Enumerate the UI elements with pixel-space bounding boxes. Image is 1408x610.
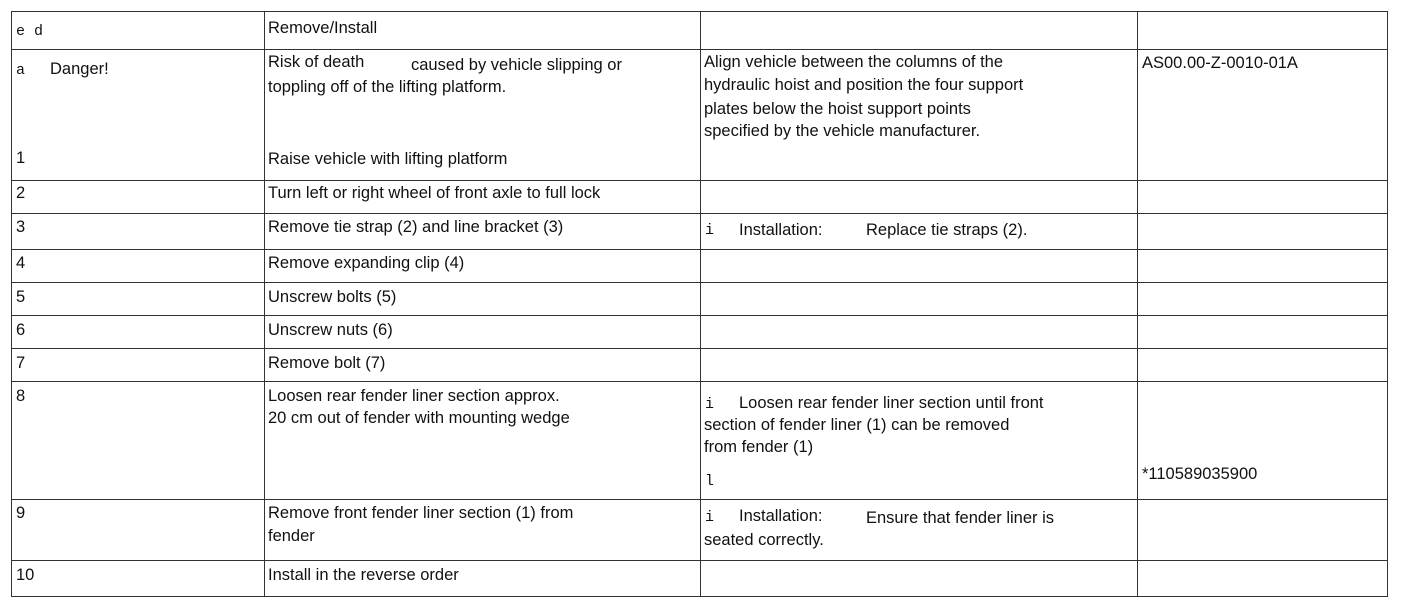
tool-marker: l xyxy=(705,473,715,490)
tool-reference: *110589035900 xyxy=(1142,465,1258,483)
step-text: Turn left or right wheel of front axle to full lock xyxy=(268,184,601,202)
document-reference: AS00.00-Z-0010-01A xyxy=(1142,54,1298,72)
table-header-row xyxy=(11,11,1388,49)
header-cell-1: e d xyxy=(12,12,265,49)
step-text: Remove tie strap (2) and line bracket (3) xyxy=(268,218,564,236)
step-number: 8 xyxy=(16,387,26,405)
table-row: 8 Loosen rear fender liner section approx. 20 cm out of fender with mounting wedge i Loosen rear fender liner section until front section of fender liner (1) can be removed from fender (1) l *110589035900 xyxy=(11,381,1388,499)
step-number: 2 xyxy=(16,184,26,202)
installation-note: i Installation: Ensure that fender liner is seated correctly. xyxy=(701,500,1138,560)
step-text: Remove front fender liner section (1) from xyxy=(268,504,574,522)
danger-ref-cell xyxy=(1138,50,1389,180)
step-text: Unscrew bolts (5) xyxy=(268,288,397,306)
step-text: Unscrew nuts (6) xyxy=(268,321,393,339)
table-row xyxy=(11,348,1388,381)
step-text: Remove expanding clip (4) xyxy=(268,254,465,272)
step-number: 5 xyxy=(16,288,26,306)
step-text: Loosen rear fender liner section approx. xyxy=(268,387,560,405)
danger-row xyxy=(11,49,1388,180)
installation-note: i Loosen rear fender liner section until front section of fender liner (1) can be removed from fender (1) l xyxy=(701,382,1138,499)
step-number: 6 xyxy=(16,321,26,339)
step-text: Install in the reverse order xyxy=(268,566,459,584)
table-row xyxy=(11,560,1388,597)
step-text: Raise vehicle with lifting platform xyxy=(268,150,508,168)
table-row xyxy=(11,315,1388,348)
danger-text-cell: Risk of death caused by vehicle slipping or toppling off of the lifting platform. Raise vehicle with lifting platform xyxy=(265,50,701,180)
header-cell-2: Remove/Install xyxy=(265,12,701,49)
step-number: 10 xyxy=(16,566,35,584)
step-text: Remove bolt (7) xyxy=(268,354,386,372)
danger-label: Danger! xyxy=(50,60,109,78)
table-row: 9 Remove front fender liner section (1) from fender i Installation: Ensure that fender liner is seated correctly. xyxy=(11,499,1388,560)
step-number: 4 xyxy=(16,254,26,272)
table-row xyxy=(11,180,1388,213)
step-number: 7 xyxy=(16,354,26,372)
installation-note: i Installation: Replace tie straps (2). xyxy=(701,214,1138,249)
danger-note-cell: Align vehicle between the columns of the hydraulic hoist and position the four support plates below the hoist support points specified by the vehicle manufacturer. xyxy=(701,50,1138,180)
table-row xyxy=(11,213,1388,249)
step-number: 1 xyxy=(16,149,26,167)
risk-lead: Risk of death xyxy=(268,53,365,71)
danger-label-cell: a Danger! 1 xyxy=(12,50,265,180)
table-row xyxy=(11,249,1388,282)
step-number: 9 xyxy=(16,504,26,522)
step-number: 3 xyxy=(16,218,26,236)
table-row xyxy=(11,282,1388,315)
